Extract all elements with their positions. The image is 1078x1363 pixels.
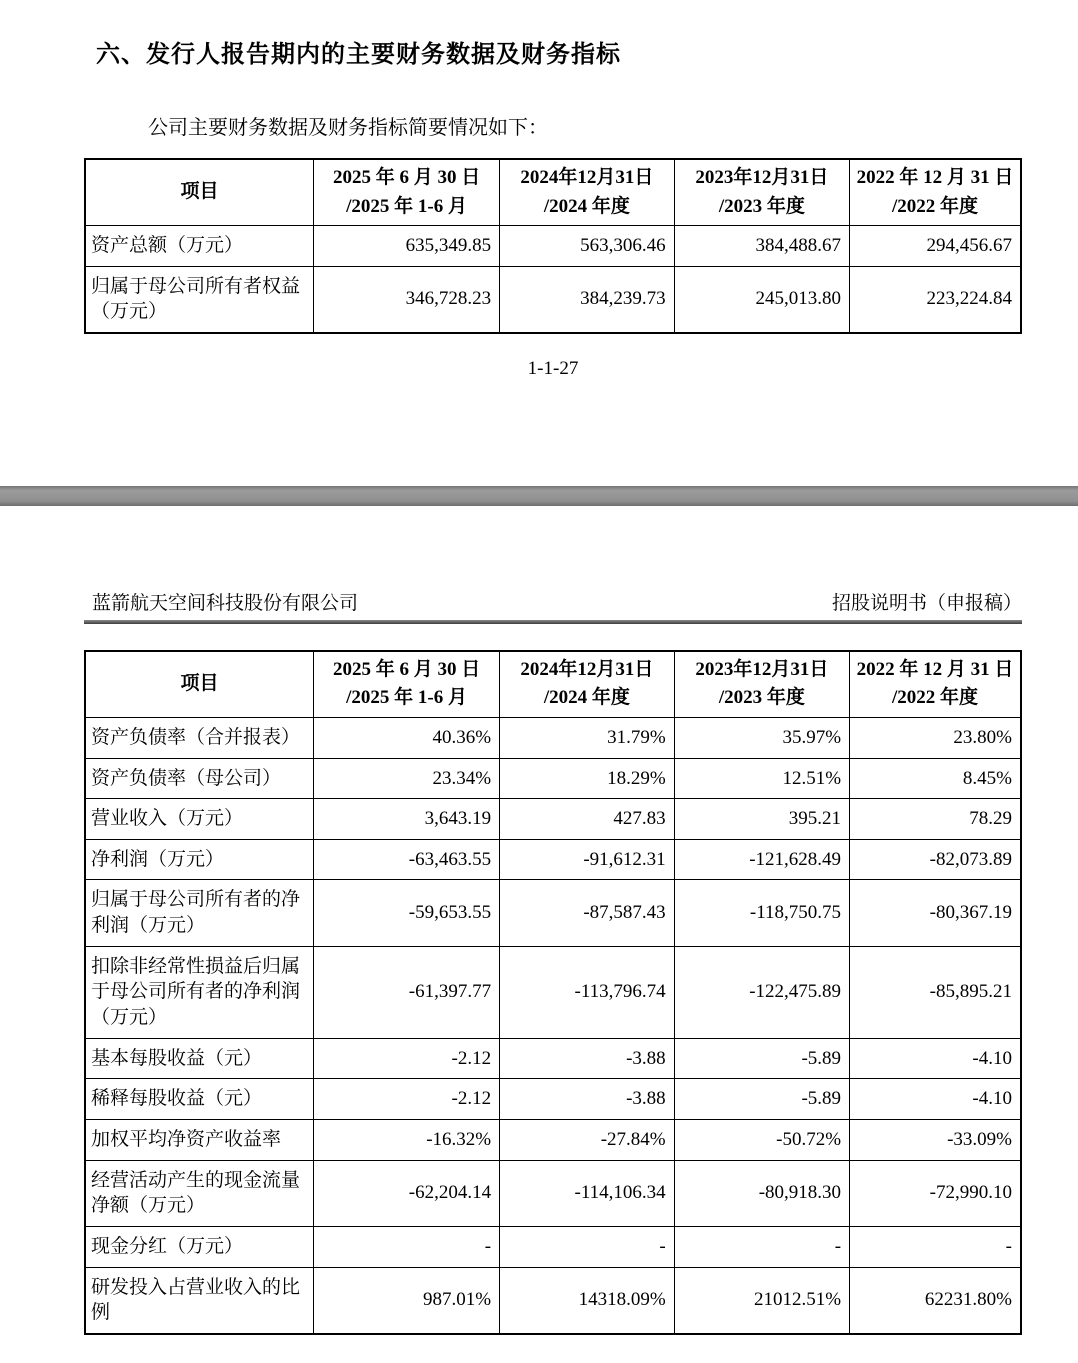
row-label: 研发投入占营业收入的比例 [85, 1267, 314, 1334]
document-page-1 [0, 34, 1078, 380]
header-row [85, 651, 1021, 718]
cell-value: -5.89 [674, 1079, 849, 1120]
row-label: 现金分红（万元） [85, 1226, 314, 1267]
column-header: 2022 年 12 月 31 日 /2022 年度 [850, 159, 1021, 226]
table-row [85, 1226, 1021, 1267]
cell-value: -113,796.74 [500, 946, 675, 1038]
table-row [85, 266, 1021, 333]
column-header: 项目 [85, 159, 314, 226]
cell-value: - [674, 1226, 849, 1267]
cell-value: 8.45% [850, 758, 1021, 799]
column-header: 2022 年 12 月 31 日 /2022 年度 [850, 651, 1021, 718]
cell-value: - [500, 1226, 675, 1267]
cell-value: -91,612.31 [500, 839, 675, 880]
cell-value: 35.97% [674, 717, 849, 758]
header-row [85, 159, 1021, 226]
cell-value: 563,306.46 [500, 226, 675, 267]
section-heading: 六、发行人报告期内的主要财务数据及财务指标 [96, 41, 621, 68]
row-label: 资产总额（万元） [85, 226, 314, 267]
cell-value: -4.10 [850, 1079, 1021, 1120]
cell-value: 987.01% [314, 1267, 500, 1334]
table-row [85, 1160, 1021, 1226]
cell-value: 3,643.19 [314, 799, 500, 840]
cell-value: 395.21 [674, 799, 849, 840]
cell-value: - [850, 1226, 1021, 1267]
column-header: 2024年12月31日 /2024 年度 [500, 159, 675, 226]
table-row [85, 1079, 1021, 1120]
cell-value: 346,728.23 [314, 266, 500, 333]
cell-value: -85,895.21 [850, 946, 1021, 1038]
cell-value: 12.51% [674, 758, 849, 799]
cell-value: 245,013.80 [674, 266, 849, 333]
column-header: 项目 [85, 651, 314, 718]
row-label: 基本每股收益（元） [85, 1038, 314, 1079]
cell-value: 14318.09% [500, 1267, 675, 1334]
table-row [85, 946, 1021, 1038]
row-label: 加权平均净资产收益率 [85, 1119, 314, 1160]
row-label: 营业收入（万元） [85, 799, 314, 840]
intro-text: 公司主要财务数据及财务指标简要情况如下： [148, 117, 548, 139]
header-rule [84, 620, 1022, 624]
column-header: 2025 年 6 月 30 日 /2025 年 1-6 月 [314, 159, 500, 226]
cell-value: -61,397.77 [314, 946, 500, 1038]
row-label: 资产负债率（合并报表） [85, 717, 314, 758]
cell-value: -3.88 [500, 1038, 675, 1079]
running-header [84, 588, 1022, 615]
table-row [85, 758, 1021, 799]
cell-value: -2.12 [314, 1038, 500, 1079]
cell-value: -72,990.10 [850, 1160, 1021, 1226]
cell-value: -59,653.55 [314, 880, 500, 946]
table-row [85, 799, 1021, 840]
cell-value: -122,475.89 [674, 946, 849, 1038]
cell-value: 223,224.84 [850, 266, 1021, 333]
cell-value: 384,239.73 [500, 266, 675, 333]
cell-value: -27.84% [500, 1119, 675, 1160]
column-header: 2023年12月31日 /2023 年度 [674, 159, 849, 226]
cell-value: -87,587.43 [500, 880, 675, 946]
cell-value: 18.29% [500, 758, 675, 799]
cell-value: -33.09% [850, 1119, 1021, 1160]
document-page-2 [0, 588, 1078, 1363]
cell-value: 31.79% [500, 717, 675, 758]
cell-value: -3.88 [500, 1079, 675, 1120]
row-label: 归属于母公司所有者的净利润（万元） [85, 880, 314, 946]
row-label: 资产负债率（母公司） [85, 758, 314, 799]
row-label: 归属于母公司所有者权益（万元） [85, 266, 314, 333]
cell-value: -63,463.55 [314, 839, 500, 880]
cell-value: -80,918.30 [674, 1160, 849, 1226]
table-row [85, 226, 1021, 267]
cell-value: -16.32% [314, 1119, 500, 1160]
row-label: 稀释每股收益（元） [85, 1079, 314, 1120]
column-header: 2025 年 6 月 30 日 /2025 年 1-6 月 [314, 651, 500, 718]
cell-value: -2.12 [314, 1079, 500, 1120]
row-label: 经营活动产生的现金流量净额（万元） [85, 1160, 314, 1226]
page-number: 1-1-27 [527, 357, 579, 379]
financial-indicators-table [84, 650, 1022, 1335]
company-name: 蓝箭航天空间科技股份有限公司 [92, 592, 359, 614]
cell-value: 384,488.67 [674, 226, 849, 267]
page-break-divider [0, 486, 1078, 506]
column-header: 2023年12月31日 /2023 年度 [674, 651, 849, 718]
cell-value: 635,349.85 [314, 226, 500, 267]
table-row [85, 839, 1021, 880]
table-row [85, 717, 1021, 758]
cell-value: -4.10 [850, 1038, 1021, 1079]
table-row [85, 1119, 1021, 1160]
cell-value: 78.29 [850, 799, 1021, 840]
row-label: 净利润（万元） [85, 839, 314, 880]
cell-value: 427.83 [500, 799, 675, 840]
table-row [85, 880, 1021, 946]
cell-value: -80,367.19 [850, 880, 1021, 946]
column-header: 2024年12月31日 /2024 年度 [500, 651, 675, 718]
cell-value: 294,456.67 [850, 226, 1021, 267]
row-label: 扣除非经常性损益后归属于母公司所有者的净利润（万元） [85, 946, 314, 1038]
financial-summary-table [84, 158, 1022, 334]
cell-value: -118,750.75 [674, 880, 849, 946]
document-type-label: 招股说明书（申报稿） [831, 592, 1022, 614]
cell-value: -62,204.14 [314, 1160, 500, 1226]
cell-value: 21012.51% [674, 1267, 849, 1334]
table-row [85, 1267, 1021, 1334]
cell-value: - [314, 1226, 500, 1267]
cell-value: -5.89 [674, 1038, 849, 1079]
cell-value: -50.72% [674, 1119, 849, 1160]
cell-value: 62231.80% [850, 1267, 1021, 1334]
table-row [85, 1038, 1021, 1079]
cell-value: 40.36% [314, 717, 500, 758]
cell-value: -121,628.49 [674, 839, 849, 880]
cell-value: -82,073.89 [850, 839, 1021, 880]
cell-value: -114,106.34 [500, 1160, 675, 1226]
cell-value: 23.34% [314, 758, 500, 799]
cell-value: 23.80% [850, 717, 1021, 758]
